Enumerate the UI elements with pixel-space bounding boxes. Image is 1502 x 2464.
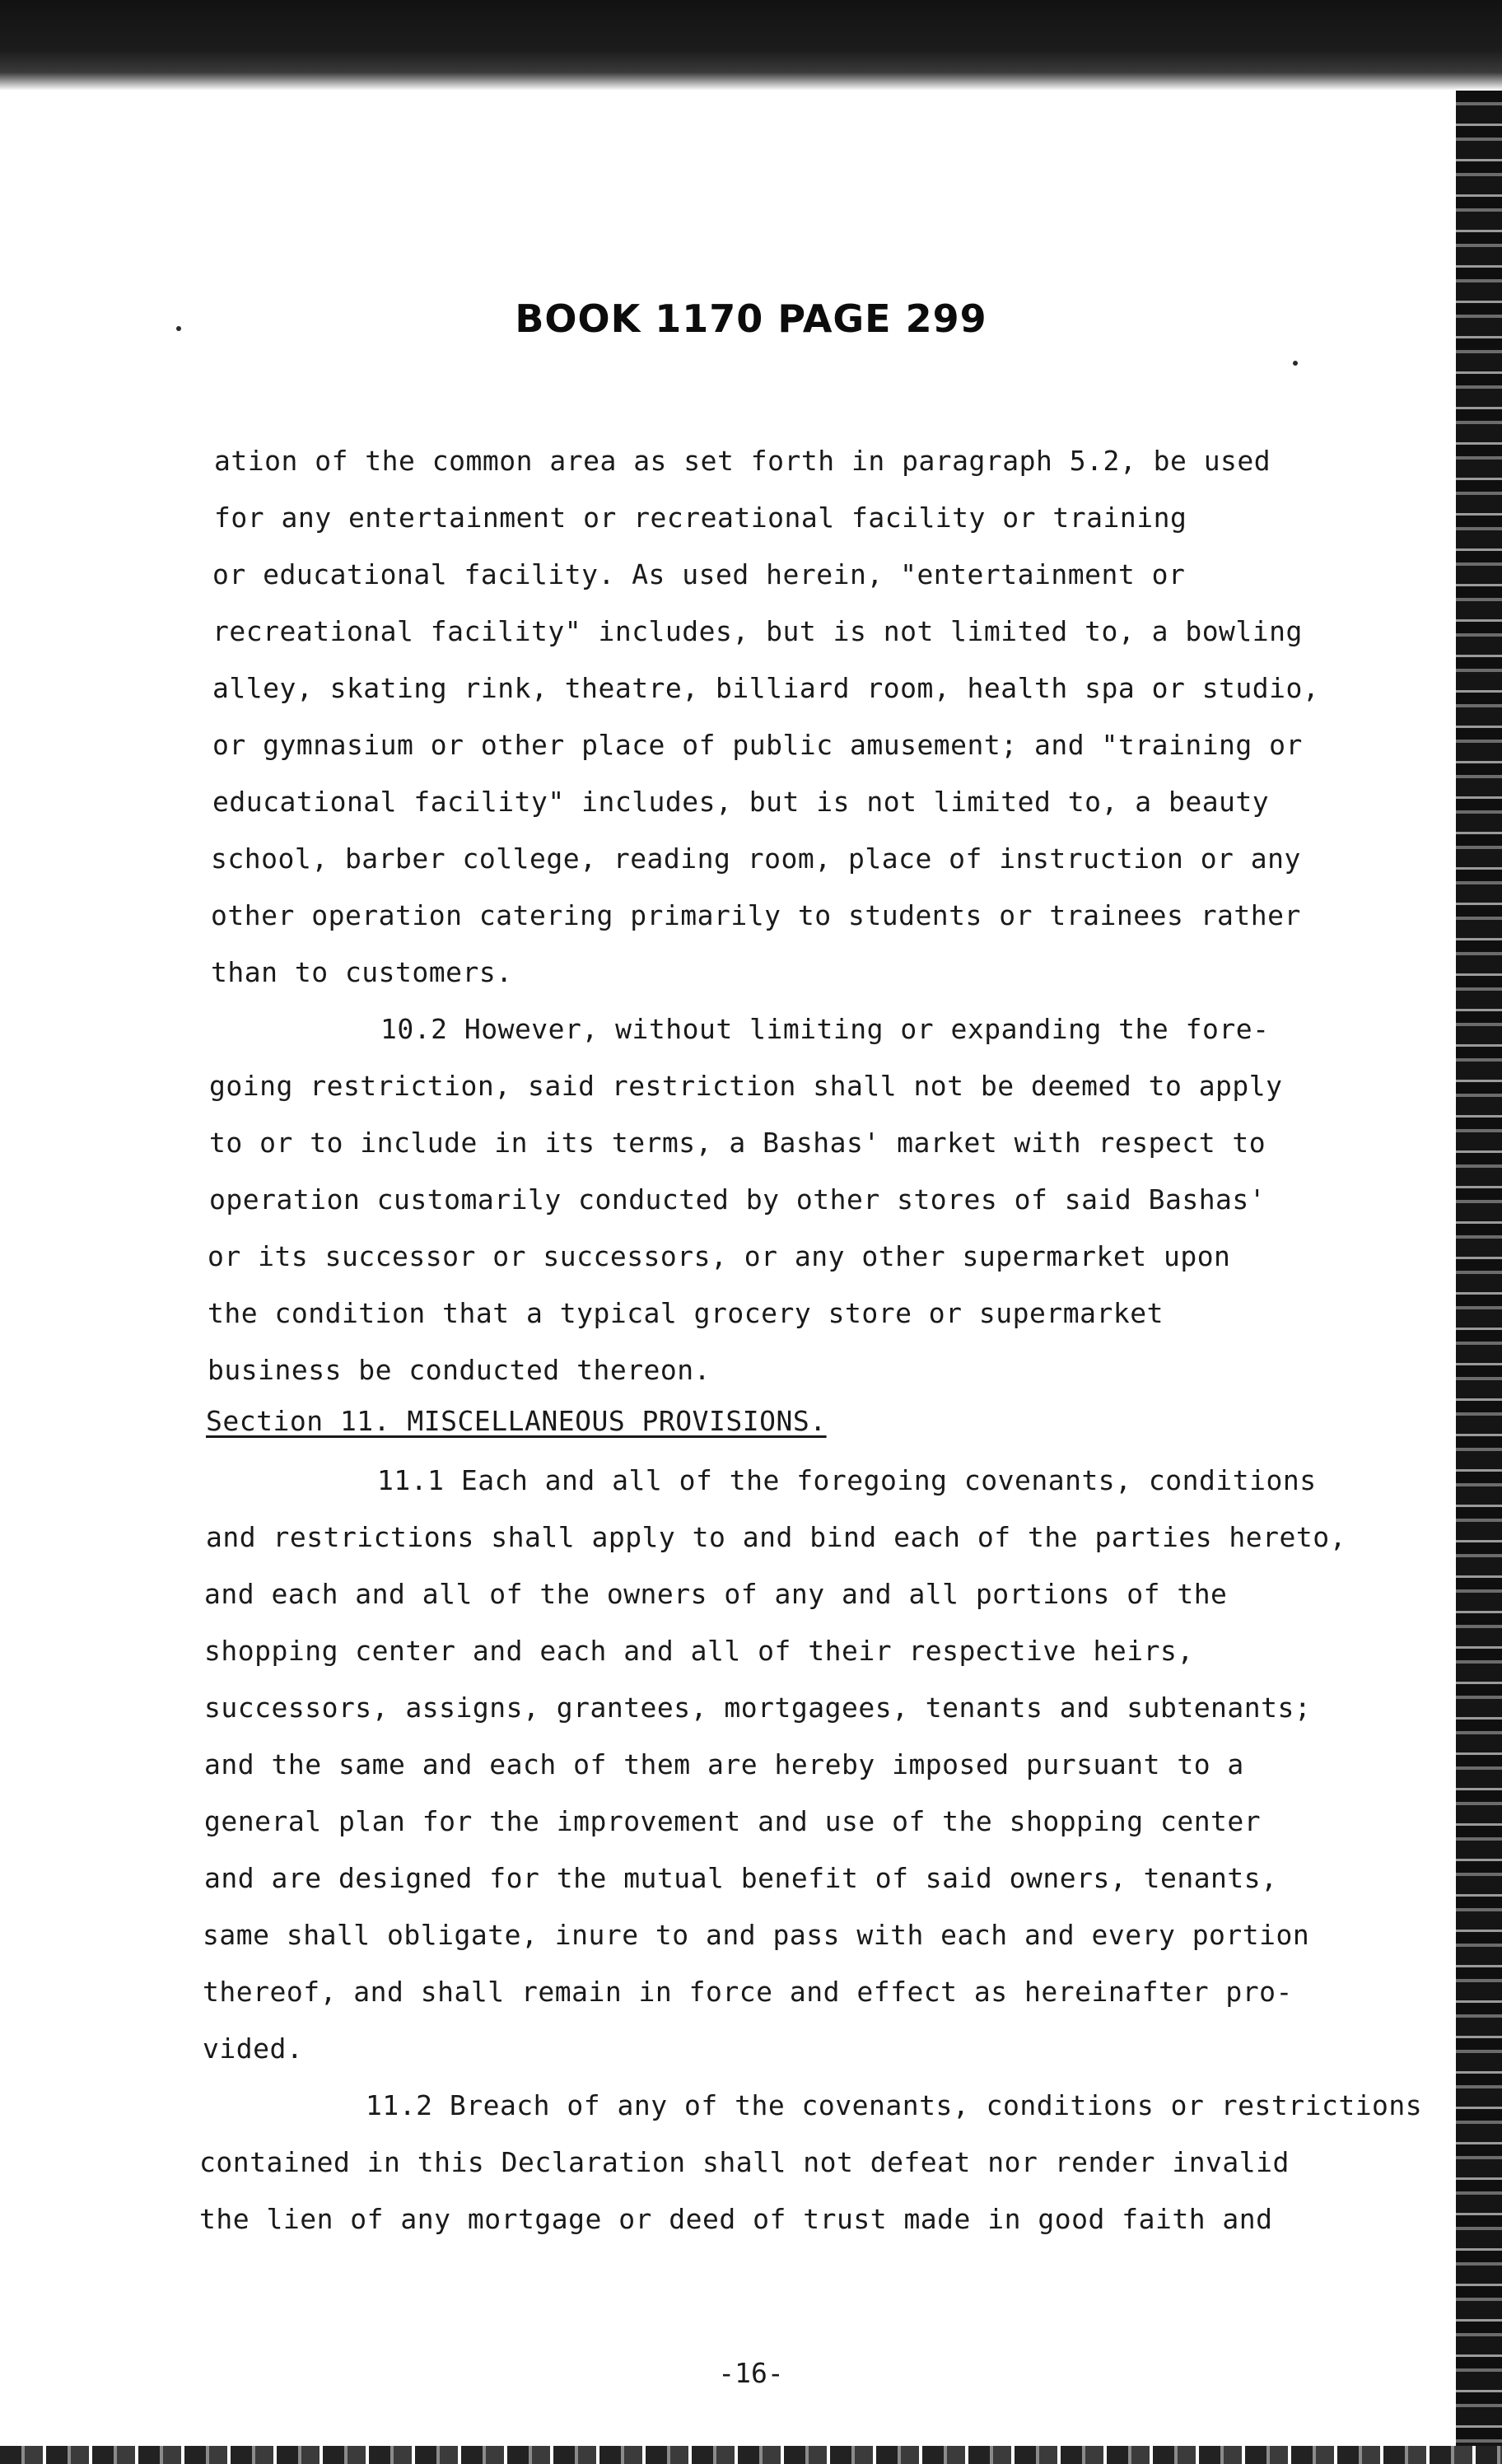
text-line: going restriction, said restriction shall not be deemed to apply xyxy=(209,1070,1283,1102)
text-line: the lien of any mortgage or deed of trust made in good faith and xyxy=(199,2203,1273,2235)
scan-speck xyxy=(1293,361,1298,366)
text-line: same shall obligate, inure to and pass with each and every portion xyxy=(203,1919,1310,1951)
scan-edge-bottom xyxy=(0,2446,1502,2464)
text-line: than to customers. xyxy=(211,956,513,988)
text-line: or its successor or successors, or any other supermarket upon xyxy=(208,1240,1231,1272)
text-line: successors, assigns, grantees, mortgagees, tenants and subtenants; xyxy=(204,1692,1312,1724)
page-number: -16- xyxy=(718,2357,784,2389)
text-line: and the same and each of them are hereby imposed pursuant to a xyxy=(204,1748,1244,1780)
text-line: and are designed for the mutual benefit of said owners, tenants, xyxy=(204,1862,1278,1894)
text-line: school, barber college, reading room, place of instruction or any xyxy=(211,842,1301,875)
text-line: vided. xyxy=(203,2032,304,2065)
text-line: or gymnasium or other place of public amusement; and "training or xyxy=(212,729,1303,761)
book-page-stamp: BOOK 1170 PAGE 299 xyxy=(515,296,987,341)
text-line: general plan for the improvement and use of the shopping center xyxy=(204,1805,1262,1837)
text-line: shopping center and each and all of their respective heirs, xyxy=(204,1635,1194,1667)
text-line: ation of the common area as set forth in paragraph 5.2, be used xyxy=(214,445,1271,477)
text-line: 11.1 Each and all of the foregoing covenants, conditions xyxy=(377,1464,1317,1496)
text-line: or educational facility. As used herein, "entertainment or xyxy=(212,558,1186,590)
text-line: and restrictions shall apply to and bind each of the parties hereto, xyxy=(206,1521,1347,1553)
scan-edge-right xyxy=(1456,91,1502,2464)
text-line: business be conducted thereon. xyxy=(208,1354,711,1386)
text-line: thereof, and shall remain in force and effect as hereinafter pro- xyxy=(203,1976,1293,2008)
text-line: and each and all of the owners of any and all portions of the xyxy=(204,1578,1228,1610)
text-line: 10.2 However, without limiting or expanding the fore- xyxy=(380,1013,1270,1045)
text-line: other operation catering primarily to students or trainees rather xyxy=(211,899,1301,931)
text-line: operation customarily conducted by other stores of said Bashas' xyxy=(209,1183,1266,1216)
scan-edge-top xyxy=(0,0,1502,91)
text-line: contained in this Declaration shall not defeat nor render invalid xyxy=(199,2146,1290,2178)
text-line: for any entertainment or recreational facility or training xyxy=(214,502,1187,534)
section-heading: Section 11. MISCELLANEOUS PROVISIONS. xyxy=(206,1405,827,1437)
text-line: the condition that a typical grocery store or supermarket xyxy=(208,1297,1164,1329)
text-line: educational facility" includes, but is not limited to, a beauty xyxy=(212,786,1270,818)
text-line: alley, skating rink, theatre, billiard room, health spa or studio, xyxy=(212,672,1320,704)
text-line: recreational facility" includes, but is not limited to, a bowling xyxy=(212,615,1303,647)
text-line: to or to include in its terms, a Bashas' market with respect to xyxy=(209,1127,1266,1159)
text-line: 11.2 Breach of any of the covenants, conditions or restrictions xyxy=(366,2089,1423,2121)
